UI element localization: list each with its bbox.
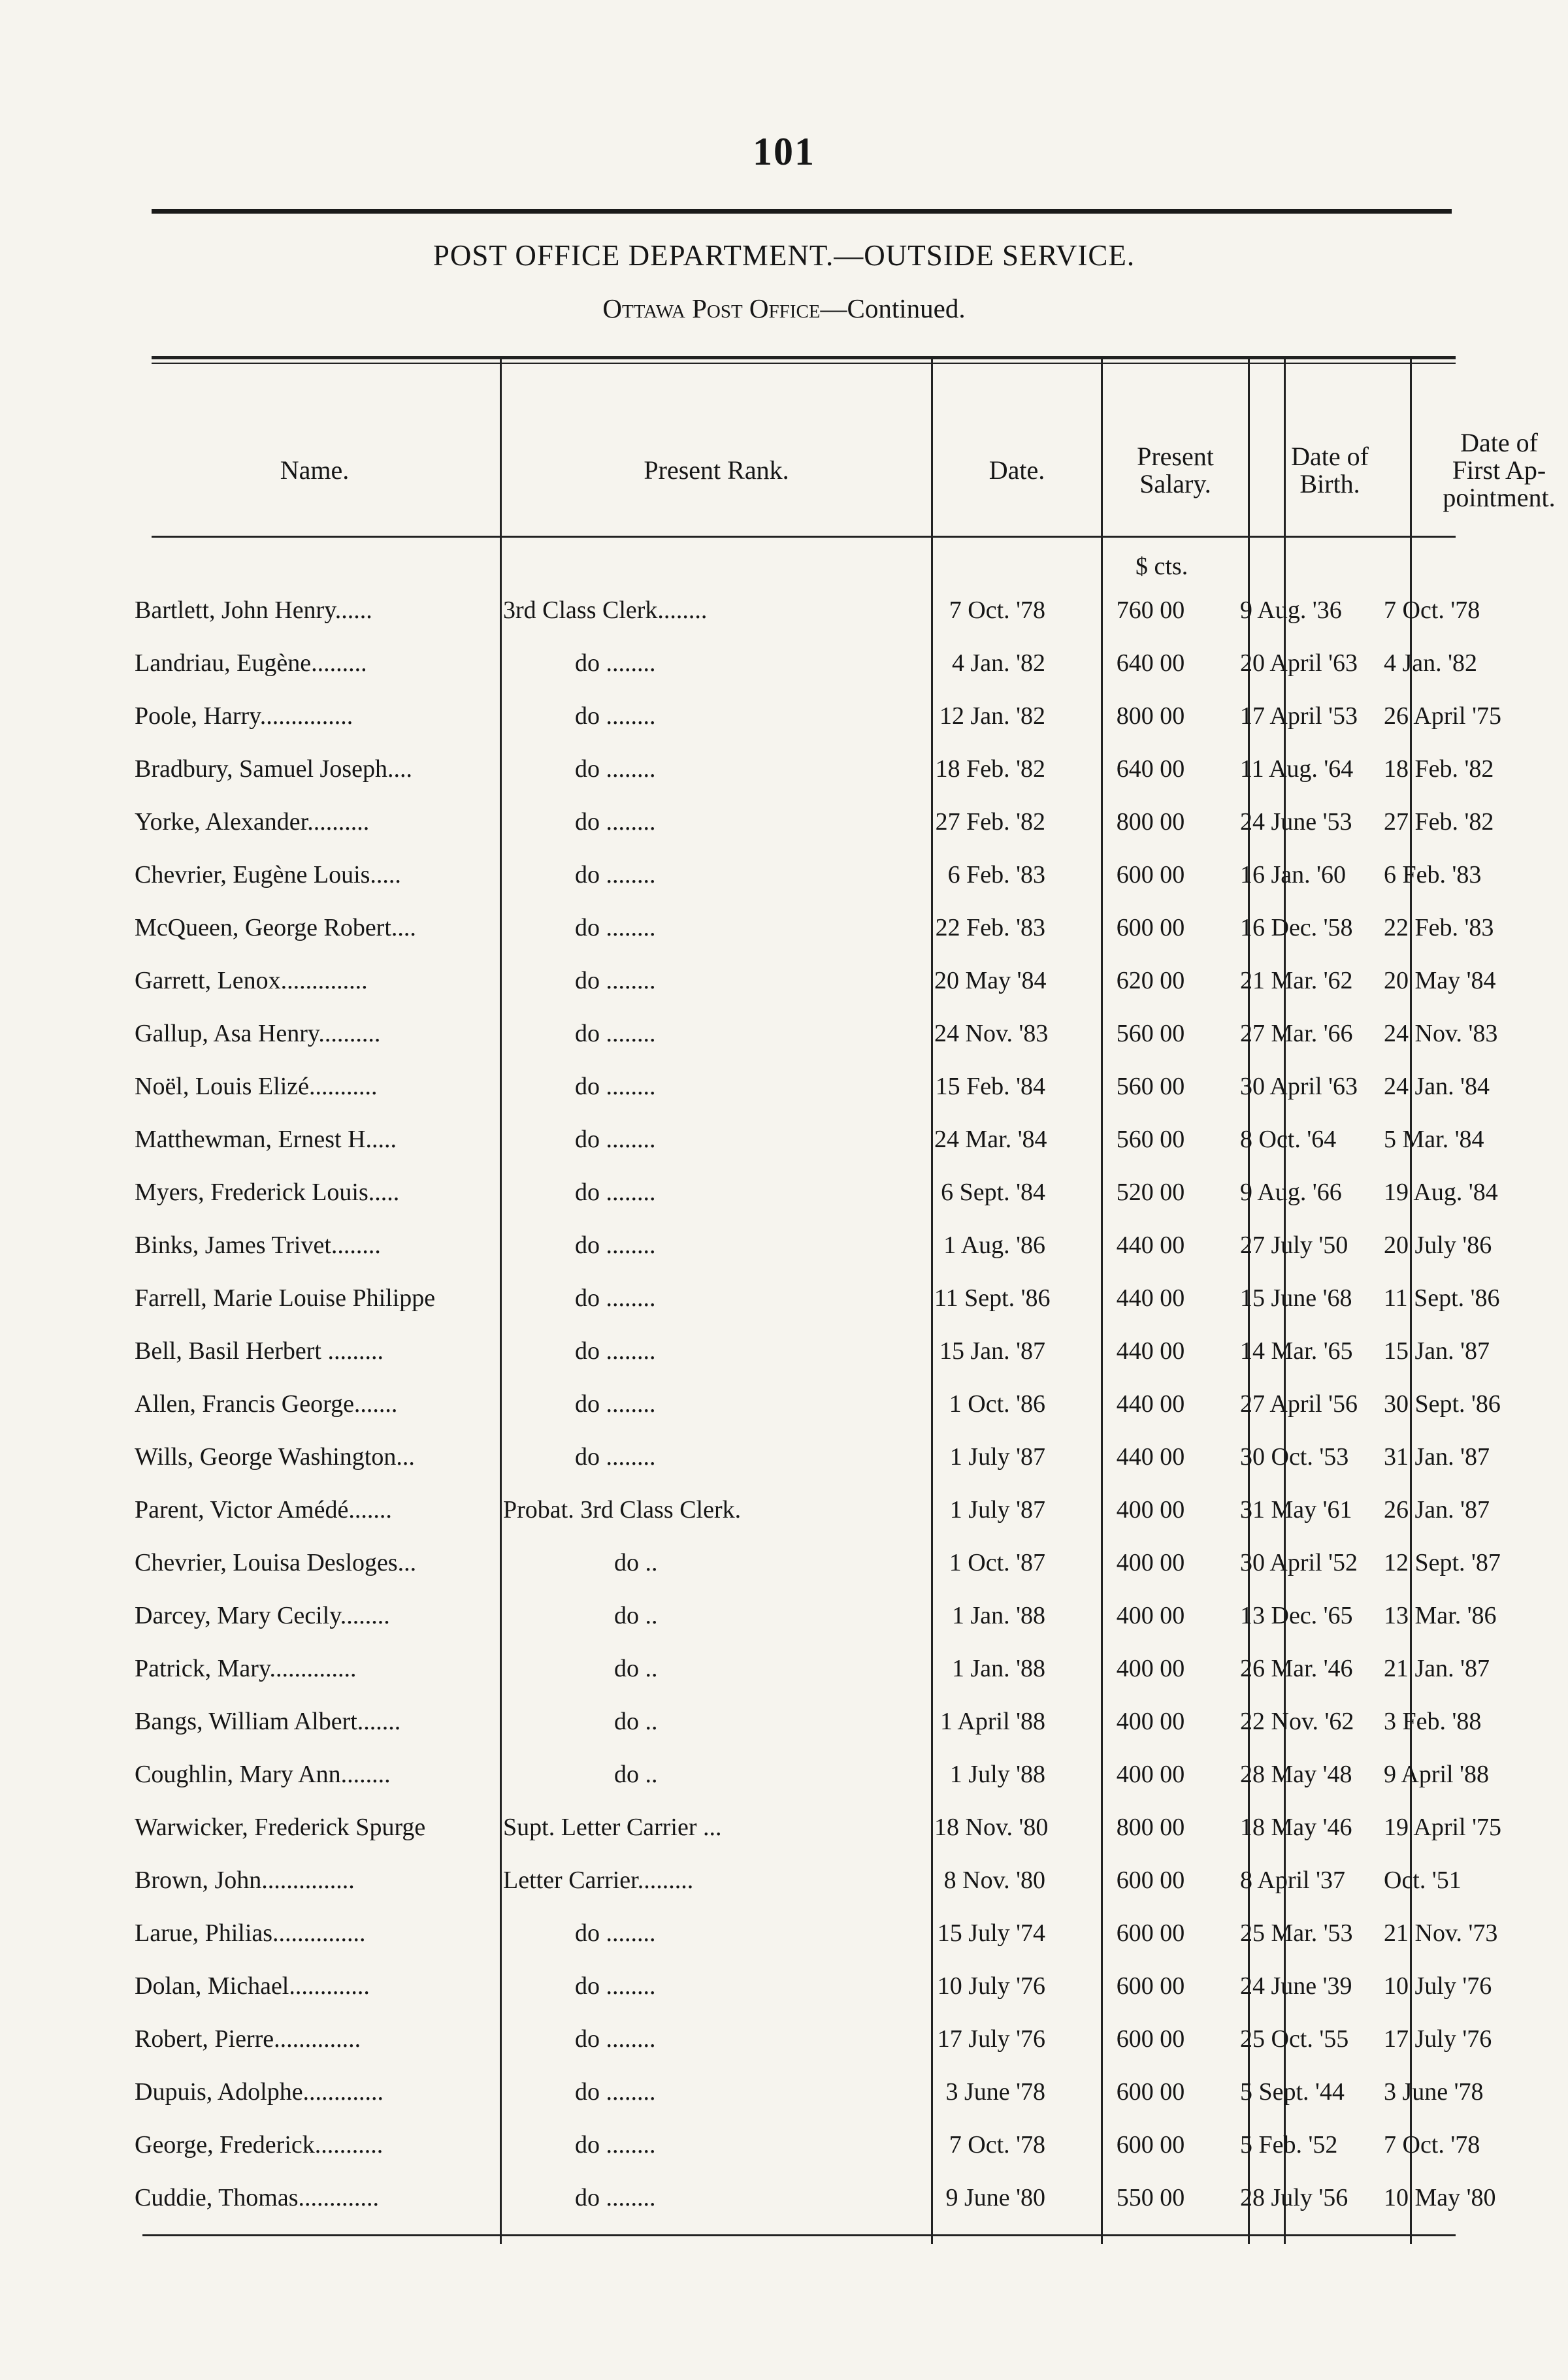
name-cell: Larue, Philias...............: [135, 1919, 366, 1947]
salary-cell: 550 00: [1116, 2184, 1185, 2211]
table-row: [129, 1170, 1498, 1223]
salary-cell: 600 00: [1116, 861, 1185, 888]
table-row: [129, 2070, 1484, 2123]
name-cell: Wills, George Washington...: [135, 1443, 415, 1471]
salary-cell: 760 00: [1116, 596, 1185, 624]
date-cell: 3 June '78: [945, 2078, 1045, 2106]
birth-date-cell: 5 Feb. '52: [1240, 2131, 1338, 2159]
table-row: [129, 1488, 1490, 1540]
header-name: Name.: [280, 455, 350, 485]
salary-cell: 400 00: [1116, 1602, 1185, 1629]
birth-date-cell: 13 Dec. '65: [1240, 1602, 1353, 1629]
name-cell: Chevrier, Eugène Louis.....: [135, 861, 401, 888]
first-appointment-cell: 7 Oct. '78: [1384, 596, 1480, 624]
date-cell: 15 Jan. '87: [939, 1337, 1045, 1365]
salary-cell: 600 00: [1116, 914, 1185, 941]
birth-date-cell: 24 June '53: [1240, 808, 1352, 836]
table-row: [129, 1011, 1498, 1064]
date-cell: 4 Jan. '82: [951, 649, 1045, 677]
first-appointment-cell: 4 Jan. '82: [1384, 649, 1478, 677]
rank-cell: do ........: [575, 755, 656, 783]
birth-date-cell: 31 May '61: [1240, 1496, 1352, 1524]
first-appointment-cell: 24 Jan. '84: [1384, 1073, 1490, 1100]
table-row: [129, 1329, 1490, 1382]
name-cell: Chevrier, Louisa Desloges...: [135, 1549, 417, 1576]
rank-cell: do ..: [614, 1549, 658, 1576]
first-appointment-cell: 10 July '76: [1384, 1972, 1492, 2000]
birth-date-cell: 16 Dec. '58: [1240, 914, 1353, 941]
date-cell: 20 May '84: [934, 967, 1047, 994]
name-cell: Allen, Francis George.......: [135, 1390, 398, 1418]
salary-cell: 600 00: [1116, 1867, 1185, 1894]
salary-cell: 440 00: [1116, 1390, 1185, 1418]
salary-cell: 800 00: [1116, 808, 1185, 836]
salary-cell: 600 00: [1116, 2025, 1185, 2053]
first-appointment-cell: 26 Jan. '87: [1384, 1496, 1490, 1524]
salary-cell: 440 00: [1116, 1284, 1185, 1312]
header-first-appointment: Date of First Ap- pointment.: [1443, 428, 1556, 512]
rank-cell: do ........: [575, 2078, 656, 2106]
rank-cell: do ........: [575, 1337, 656, 1365]
rank-cell: do ........: [575, 861, 656, 888]
name-cell: Landriau, Eugène.........: [135, 649, 367, 677]
first-appointment-cell: 9 April '88: [1384, 1761, 1489, 1788]
rank-cell: do ........: [575, 1443, 656, 1471]
table-row: [129, 2017, 1492, 2070]
date-cell: 12 Jan. '82: [939, 702, 1045, 730]
top-rule: [152, 209, 1452, 214]
table-row: [129, 1911, 1498, 1964]
name-cell: Bell, Basil Herbert .........: [135, 1337, 384, 1365]
rank-cell: Letter Carrier.........: [503, 1867, 694, 1894]
birth-date-cell: 25 Oct. '55: [1240, 2025, 1349, 2053]
salary-cell: 600 00: [1116, 1972, 1185, 2000]
table-row: [129, 1858, 1462, 1911]
name-cell: Myers, Frederick Louis.....: [135, 1179, 400, 1206]
birth-date-cell: 27 April '56: [1240, 1390, 1358, 1418]
table-row: [129, 1805, 1501, 1858]
date-cell: 18 Nov. '80: [934, 1814, 1049, 1841]
first-appointment-cell: 21 Jan. '87: [1384, 1655, 1490, 1682]
table-row: [129, 1117, 1484, 1170]
name-cell: Darcey, Mary Cecily........: [135, 1602, 390, 1629]
birth-date-cell: 30 Oct. '53: [1240, 1443, 1349, 1471]
table-row: [129, 1435, 1490, 1488]
name-cell: Gallup, Asa Henry..........: [135, 1020, 381, 1047]
first-appointment-cell: 3 June '78: [1384, 2078, 1484, 2106]
salary-cell: 440 00: [1116, 1231, 1185, 1259]
name-cell: McQueen, George Robert....: [135, 914, 416, 941]
birth-date-cell: 22 Nov. '62: [1240, 1708, 1354, 1735]
first-appointment-cell: 15 Jan. '87: [1384, 1337, 1490, 1365]
date-cell: 15 Feb. '84: [935, 1073, 1045, 1100]
birth-date-cell: 5 Sept. '44: [1240, 2078, 1345, 2106]
date-cell: 1 Jan. '88: [951, 1655, 1045, 1682]
salary-cell: 800 00: [1116, 702, 1185, 730]
date-cell: 8 Nov. '80: [943, 1867, 1045, 1894]
rank-cell: do ........: [575, 2025, 656, 2053]
date-cell: 1 Jan. '88: [951, 1602, 1045, 1629]
table-row: [129, 588, 1480, 641]
date-cell: 1 Aug. '86: [943, 1231, 1045, 1259]
rank-cell: do ........: [575, 702, 656, 730]
name-cell: Coughlin, Mary Ann........: [135, 1761, 391, 1788]
first-appointment-cell: 7 Oct. '78: [1384, 2131, 1480, 2159]
name-cell: Poole, Harry...............: [135, 702, 353, 730]
rank-cell: do ........: [575, 967, 656, 994]
salary-cell: 600 00: [1116, 2078, 1185, 2106]
rank-cell: do ........: [575, 2131, 656, 2159]
rank-cell: do ........: [575, 1390, 656, 1418]
date-cell: 9 June '80: [945, 2184, 1045, 2211]
rank-cell: do ........: [575, 1284, 656, 1312]
birth-date-cell: 28 July '56: [1240, 2184, 1348, 2211]
rank-cell: 3rd Class Clerk........: [503, 596, 708, 624]
header-rule-top-thin: [152, 363, 1456, 364]
rank-cell: do ........: [575, 1972, 656, 2000]
birth-date-cell: 8 April '37: [1240, 1867, 1345, 1894]
first-appointment-cell: 10 May '80: [1384, 2184, 1496, 2211]
date-cell: 7 Oct. '78: [949, 596, 1045, 624]
table-row: [129, 800, 1494, 853]
date-cell: 1 Oct. '87: [949, 1549, 1045, 1576]
name-cell: George, Frederick...........: [135, 2131, 384, 2159]
first-appointment-cell: 21 Nov. '73: [1384, 1919, 1498, 1947]
first-appointment-cell: 6 Feb. '83: [1384, 861, 1482, 888]
salary-cell: 400 00: [1116, 1761, 1185, 1788]
first-appointment-cell: 5 Mar. '84: [1384, 1126, 1484, 1153]
name-cell: Dupuis, Adolphe.............: [135, 2078, 384, 2106]
birth-date-cell: 14 Mar. '65: [1240, 1337, 1353, 1365]
header-salary: Present Salary.: [1137, 442, 1214, 498]
first-appointment-cell: 18 Feb. '82: [1384, 755, 1494, 783]
table-row: [129, 641, 1478, 694]
birth-date-cell: 17 April '53: [1240, 702, 1358, 730]
birth-date-cell: 21 Mar. '62: [1240, 967, 1353, 994]
salary-cell: 440 00: [1116, 1443, 1185, 1471]
date-cell: 1 April '88: [940, 1708, 1045, 1735]
name-cell: Bradbury, Samuel Joseph....: [135, 755, 412, 783]
salary-cell: 560 00: [1116, 1020, 1185, 1047]
rank-cell: Supt. Letter Carrier ...: [503, 1814, 722, 1841]
salary-cell: 440 00: [1116, 1337, 1185, 1365]
department-title: POST OFFICE DEPARTMENT.—OUTSIDE SERVICE.: [433, 239, 1135, 272]
rank-cell: do ........: [575, 808, 656, 836]
name-cell: Binks, James Trivet........: [135, 1231, 381, 1259]
name-cell: Bartlett, John Henry......: [135, 596, 372, 624]
date-cell: 24 Mar. '84: [934, 1126, 1047, 1153]
header-rule-top: [152, 356, 1456, 359]
name-cell: Farrell, Marie Louise Philippe: [135, 1284, 436, 1312]
first-appointment-cell: 22 Feb. '83: [1384, 914, 1494, 941]
table-row: [129, 1593, 1497, 1646]
birth-date-cell: 26 Mar. '46: [1240, 1655, 1353, 1682]
date-cell: 10 July '76: [937, 1972, 1045, 2000]
birth-date-cell: 8 Oct. '64: [1240, 1126, 1337, 1153]
date-cell: 15 July '74: [937, 1919, 1045, 1947]
salary-cell: 560 00: [1116, 1073, 1185, 1100]
first-appointment-cell: 31 Jan. '87: [1384, 1443, 1490, 1471]
rank-cell: do ........: [575, 1073, 656, 1100]
salary-cell: 600 00: [1116, 1919, 1185, 1947]
date-cell: 7 Oct. '78: [949, 2131, 1045, 2159]
rank-cell: do ..: [614, 1761, 658, 1788]
birth-date-cell: 9 Aug. '36: [1240, 596, 1342, 624]
birth-date-cell: 11 Aug. '64: [1240, 755, 1354, 783]
first-appointment-cell: 24 Nov. '83: [1384, 1020, 1498, 1047]
staff-table: [129, 356, 1556, 2244]
office-subtitle: [0, 293, 1568, 324]
table-row: [129, 853, 1482, 905]
rank-cell: do ........: [575, 1126, 656, 1153]
rank-cell: do ........: [575, 1919, 656, 1947]
table-rule-bottom: [142, 2234, 1456, 2236]
name-cell: Dolan, Michael.............: [135, 1972, 370, 2000]
table-row: [129, 1223, 1492, 1276]
name-cell: Bangs, William Albert.......: [135, 1708, 401, 1735]
date-cell: 1 July '87: [949, 1443, 1045, 1471]
name-cell: Brown, John...............: [135, 1867, 355, 1894]
rank-cell: do ........: [575, 914, 656, 941]
table-row: [129, 1699, 1482, 1752]
salary-cell: 620 00: [1116, 967, 1185, 994]
table-row: [129, 958, 1496, 1011]
birth-date-cell: 16 Jan. '60: [1240, 861, 1347, 888]
first-appointment-cell: 26 April '75: [1384, 702, 1501, 730]
first-appointment-cell: 3 Feb. '88: [1384, 1708, 1482, 1735]
first-appointment-cell: 20 July '86: [1384, 1231, 1492, 1259]
salary-cell: 400 00: [1116, 1655, 1185, 1682]
header-rank: Present Rank.: [644, 455, 789, 485]
first-appointment-cell: 17 July '76: [1384, 2025, 1492, 2053]
date-cell: 6 Feb. '83: [947, 861, 1045, 888]
continued-label: —Continued.: [820, 293, 966, 323]
name-cell: Cuddie, Thomas.............: [135, 2184, 380, 2211]
table-row: [129, 1064, 1490, 1117]
table-row: [129, 1964, 1492, 2017]
table-row: [129, 1276, 1500, 1329]
salary-units: $ cts.: [1135, 553, 1188, 580]
birth-date-cell: 18 May '46: [1240, 1814, 1352, 1841]
table-row: [129, 1646, 1490, 1699]
table-row: [129, 747, 1494, 800]
date-cell: 1 Oct. '86: [949, 1390, 1045, 1418]
salary-cell: 800 00: [1116, 1814, 1185, 1841]
date-cell: 24 Nov. '83: [934, 1020, 1049, 1047]
name-cell: Garrett, Lenox..............: [135, 967, 368, 994]
salary-cell: 640 00: [1116, 649, 1185, 677]
table-row: [129, 1382, 1501, 1435]
date-cell: 11 Sept. '86: [934, 1284, 1051, 1312]
rank-cell: do ........: [575, 1179, 656, 1206]
first-appointment-cell: 30 Sept. '86: [1384, 1390, 1501, 1418]
header-date: Date.: [988, 455, 1045, 485]
rank-cell: do ........: [575, 1020, 656, 1047]
first-appointment-cell: 20 May '84: [1384, 967, 1496, 994]
birth-date-cell: 25 Mar. '53: [1240, 1919, 1353, 1947]
birth-date-cell: 20 April '63: [1240, 649, 1358, 677]
page-number: 101: [753, 130, 815, 173]
first-appointment-cell: 27 Feb. '82: [1384, 808, 1494, 836]
birth-date-cell: 30 April '52: [1240, 1549, 1358, 1576]
rank-cell: Probat. 3rd Class Clerk.: [503, 1496, 742, 1524]
rank-cell: do ..: [614, 1655, 658, 1682]
header-rule-bottom: [152, 536, 1456, 538]
name-cell: Robert, Pierre..............: [135, 2025, 361, 2053]
first-appointment-cell: 12 Sept. '87: [1384, 1549, 1501, 1576]
first-appointment-cell: 13 Mar. '86: [1384, 1602, 1497, 1629]
header-birth: Date of Birth.: [1291, 442, 1369, 498]
date-cell: 6 Sept. '84: [941, 1179, 1045, 1206]
name-cell: Warwicker, Frederick Spurge: [135, 1814, 426, 1841]
rank-cell: do ..: [614, 1708, 658, 1735]
date-cell: 22 Feb. '83: [935, 914, 1045, 941]
date-cell: 1 July '87: [949, 1496, 1045, 1524]
first-appointment-cell: 19 Aug. '84: [1384, 1179, 1498, 1206]
birth-date-cell: 27 July '50: [1240, 1231, 1348, 1259]
date-cell: 1 July '88: [949, 1761, 1045, 1788]
table-row: [129, 2123, 1480, 2176]
table-row: [129, 1752, 1489, 1805]
salary-cell: 400 00: [1116, 1549, 1185, 1576]
birth-date-cell: 28 May '48: [1240, 1761, 1352, 1788]
rank-cell: do ..: [614, 1602, 658, 1629]
rank-cell: do ........: [575, 1231, 656, 1259]
first-appointment-cell: 19 April '75: [1384, 1814, 1501, 1841]
birth-date-cell: 24 June '39: [1240, 1972, 1352, 2000]
office-title: Ottawa Post Office: [602, 293, 821, 323]
salary-cell: 400 00: [1116, 1708, 1185, 1735]
name-cell: Matthewman, Ernest H.....: [135, 1126, 397, 1153]
salary-cell: 560 00: [1116, 1126, 1185, 1153]
table-row: [129, 694, 1501, 747]
salary-cell: 520 00: [1116, 1179, 1185, 1206]
salary-cell: 600 00: [1116, 2131, 1185, 2159]
name-cell: Patrick, Mary..............: [135, 1655, 357, 1682]
name-cell: Noël, Louis Elizé...........: [135, 1073, 378, 1100]
first-appointment-cell: 11 Sept. '86: [1384, 1284, 1500, 1312]
rank-cell: do ........: [575, 2184, 656, 2211]
salary-cell: 400 00: [1116, 1496, 1185, 1524]
birth-date-cell: 30 April '63: [1240, 1073, 1358, 1100]
date-cell: 27 Feb. '82: [935, 808, 1045, 836]
name-cell: Parent, Victor Amédé.......: [135, 1496, 392, 1524]
table-row: [129, 2176, 1496, 2228]
birth-date-cell: 27 Mar. '66: [1240, 1020, 1353, 1047]
first-appointment-cell: Oct. '51: [1384, 1867, 1462, 1894]
date-cell: 18 Feb. '82: [935, 755, 1045, 783]
date-cell: 17 July '76: [937, 2025, 1045, 2053]
table-row: [129, 1540, 1501, 1593]
salary-cell: 640 00: [1116, 755, 1185, 783]
birth-date-cell: 15 June '68: [1240, 1284, 1352, 1312]
birth-date-cell: 9 Aug. '66: [1240, 1179, 1342, 1206]
rank-cell: do ........: [575, 649, 656, 677]
table-row: [129, 905, 1494, 958]
name-cell: Yorke, Alexander..........: [135, 808, 370, 836]
